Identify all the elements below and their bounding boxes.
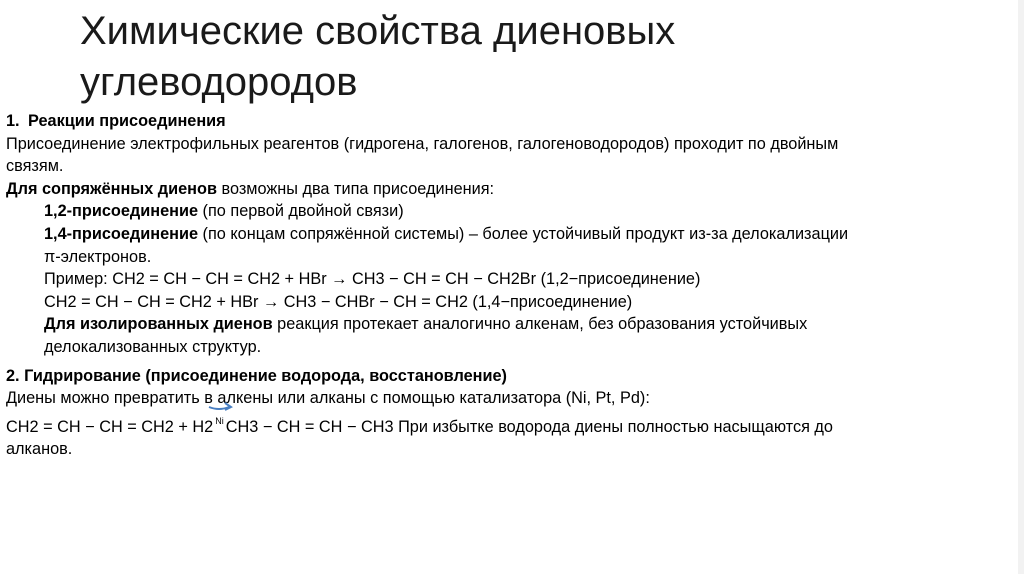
section1-heading: [6, 110, 1006, 133]
catalyst-label: Ni: [215, 415, 224, 426]
hydrogenation-equation: [6, 410, 1006, 439]
title-line-1: Химические свойства диеновых: [80, 9, 676, 53]
equation-products: CH3 − CH = CH − CH3 При избытке водорода диены полностью насыщаются до: [225, 417, 833, 436]
add14-text: (по концам сопряжённой системы) – более устойчивый продукт из-за делокализации: [198, 224, 849, 243]
slide-title: [80, 6, 960, 108]
section1-intro-line2: связям.: [6, 157, 64, 176]
isolated-dienes-line2: делокализованных структур.: [44, 337, 262, 356]
example1-line: Пример: CH2 = CH − CH = CH2 + HBr → CH3 − CH = CH − CH2Br (1,2−присоединение): [44, 270, 701, 289]
isolated-dienes-text: реакция протекает аналогично алкенам, без образования устойчивых: [272, 315, 808, 334]
section1-heading-text: Реакции присоединения: [28, 112, 226, 130]
conjugated-dienes-line: [6, 178, 1006, 201]
isolated-dienes-line: [6, 313, 1006, 336]
title-line-2: углеводородов: [80, 60, 358, 104]
slide-edge-strip: [1018, 0, 1024, 574]
slide-body: [6, 110, 1006, 461]
section1-intro-line1: Присоединение электрофильных реагентов (гидрогена, галогенов, галогеноводородов) проходит по двойным: [6, 134, 839, 153]
section2-heading: 2. Гидрирование (присоединение водорода, восстановление): [6, 366, 507, 385]
add14-line2: π-электронов.: [44, 247, 152, 266]
section2-line1: Диены можно превратить в алкены или алканы с помощью катализатора (Ni, Pt, Pd):: [6, 389, 650, 408]
section2-line3: алканов.: [6, 440, 73, 459]
add14-bold: 1,4-присоединение: [44, 224, 199, 243]
add12-bold: 1,2-присоединение: [44, 202, 199, 221]
curved-arrow-icon: [207, 398, 235, 412]
add12-line: [6, 200, 1006, 223]
add14-line: [6, 223, 1006, 246]
conjugated-dienes-bold: Для сопряжённых диенов: [6, 179, 217, 198]
isolated-dienes-bold: Для изолированных диенов: [44, 315, 273, 334]
equation-reactants: CH2 = CH − CH = CH2 + H2: [6, 417, 214, 436]
section1-number: 1.: [6, 112, 20, 130]
add12-text: (по первой двойной связи): [198, 202, 404, 221]
example2-line: CH2 = CH − CH = CH2 + HBr → CH3 − CHBr − CH = CH2 (1,4−присоединение): [44, 292, 633, 311]
conjugated-dienes-text: возможны два типа присоединения:: [216, 179, 495, 198]
